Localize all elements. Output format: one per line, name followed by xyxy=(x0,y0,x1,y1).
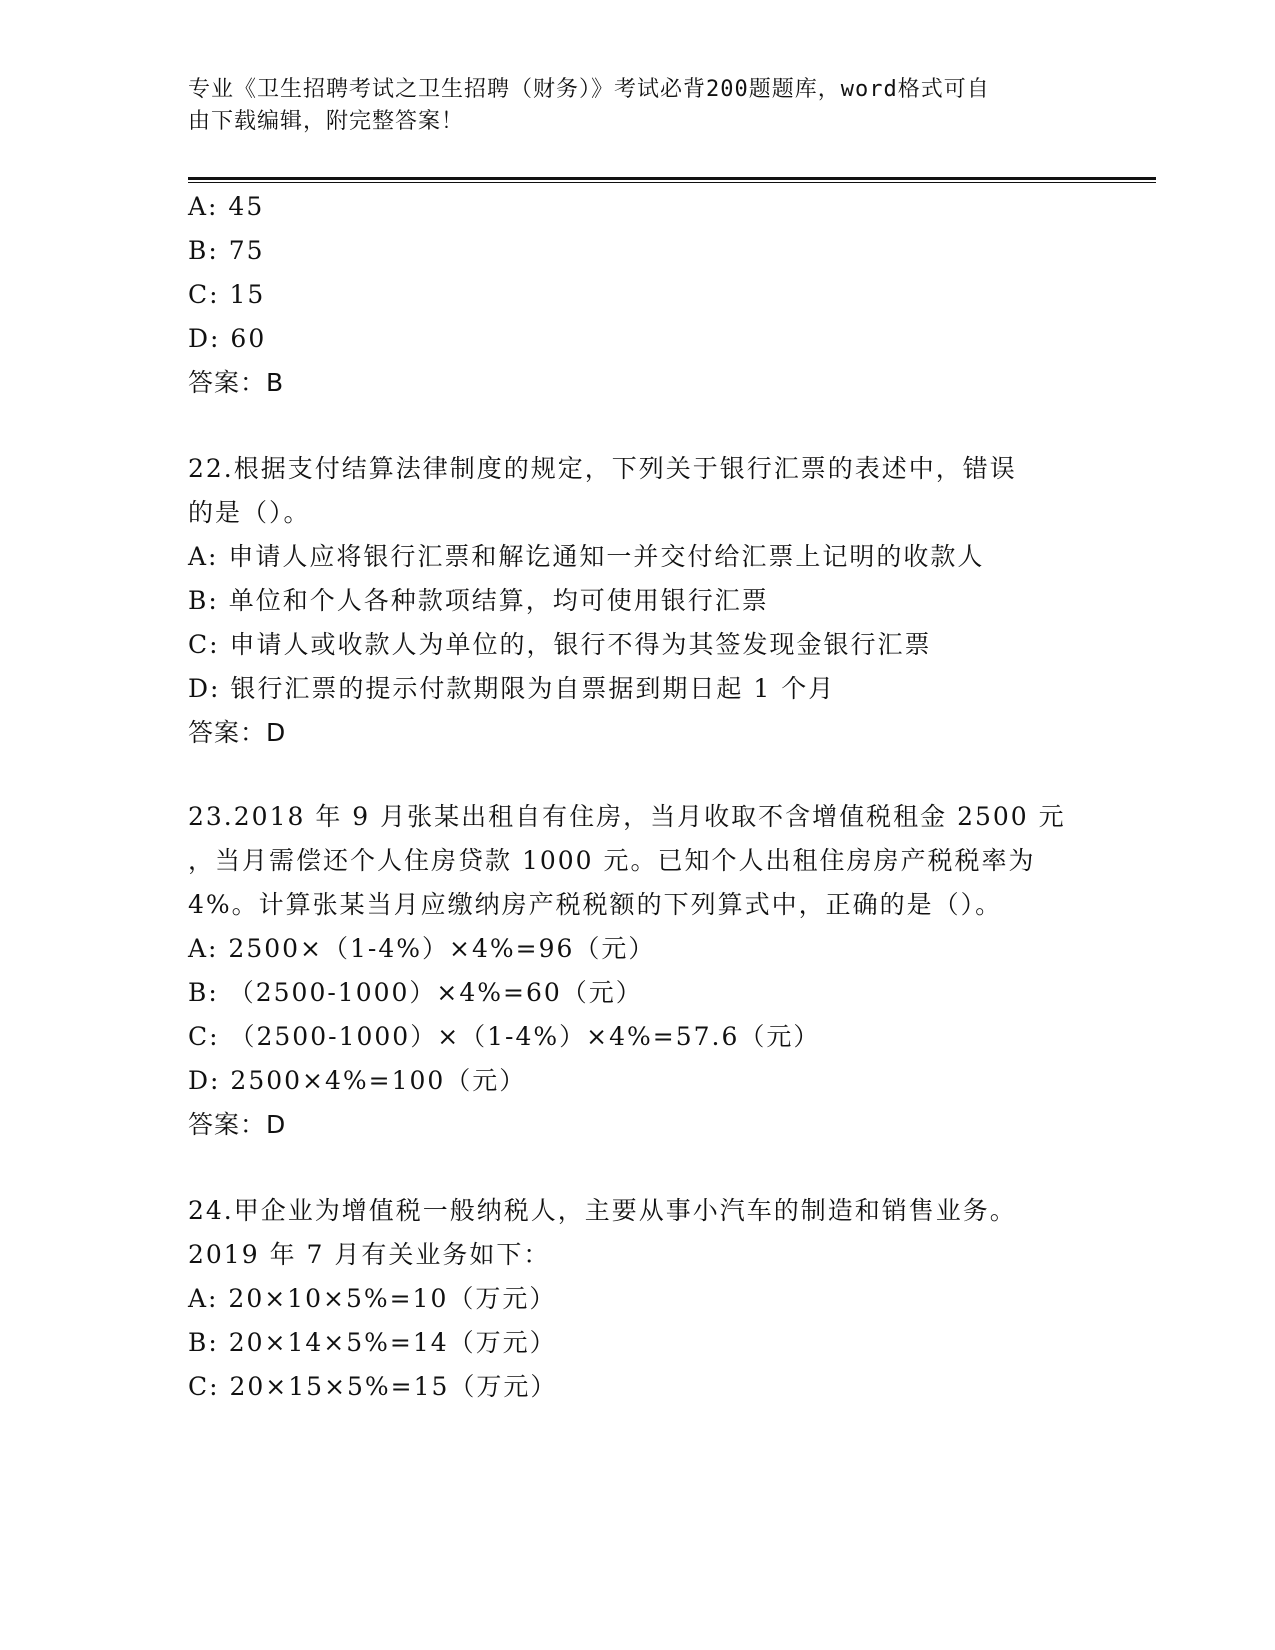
q21-option-b: B: 75 xyxy=(188,236,265,265)
header-line-1: 专业《卫生招聘考试之卫生招聘（财务）》考试必背200题题库，word格式可自 xyxy=(188,77,990,102)
q23-stem-line-1: 23.2018 年 9 月张某出租自有住房，当月收取不含增值税租金 2500 元 xyxy=(188,802,1066,831)
q24-option-a: A: 20×10×5%=10（万元） xyxy=(188,1284,557,1313)
q22-option-d: D: 银行汇票的提示付款期限为自票据到期日起 1 个月 xyxy=(188,674,836,703)
q23-option-a: A: 2500×（1-4%）×4%=96（元） xyxy=(188,934,656,963)
q21-option-a: A: 45 xyxy=(188,192,265,221)
q21-option-d: D: 60 xyxy=(188,324,267,353)
q23-answer: 答案：D xyxy=(188,1110,287,1139)
q21-answer: 答案：B xyxy=(188,368,285,397)
q22-option-c: C: 申请人或收款人为单位的，银行不得为其签发现金银行汇票 xyxy=(188,630,932,659)
q24-stem-line-2: 2019 年 7 月有关业务如下： xyxy=(188,1240,551,1269)
q23-option-d: D: 2500×4%=100（元） xyxy=(188,1066,527,1095)
q24-option-b: B: 20×14×5%=14（万元） xyxy=(188,1328,557,1357)
q22-option-b: B: 单位和个人各种款项结算，均可使用银行汇票 xyxy=(188,586,769,615)
document-header xyxy=(188,74,1088,138)
q22-answer: 答案：D xyxy=(188,718,287,747)
q23-stem-line-3: 4%。计算张某当月应缴纳房产税税额的下列算式中，正确的是（）。 xyxy=(188,890,1003,919)
header-rule-thick xyxy=(188,177,1156,180)
q22-stem-line-1: 22.根据支付结算法律制度的规定，下列关于银行汇票的表述中，错误 xyxy=(188,454,1017,483)
q23-option-c: C: （2500-1000）×（1-4%）×4%=57.6（元） xyxy=(188,1022,821,1051)
q22-stem-line-2: 的是（）。 xyxy=(188,498,311,527)
q23-option-b: B: （2500-1000）×4%=60（元） xyxy=(188,978,643,1007)
header-rule-thin xyxy=(188,182,1156,183)
q22-option-a: A: 申请人应将银行汇票和解讫通知一并交付给汇票上记明的收款人 xyxy=(188,542,985,571)
header-line-2: 由下载编辑，附完整答案！ xyxy=(188,109,465,134)
q23-stem-line-2: ，当月需偿还个人住房贷款 1000 元。已知个人出租住房房产税税率为 xyxy=(188,846,1036,875)
q24-stem-line-1: 24.甲企业为增值税一般纳税人，主要从事小汽车的制造和销售业务。 xyxy=(188,1196,1017,1225)
q24-option-c: C: 20×15×5%=15（万元） xyxy=(188,1372,558,1401)
q21-option-c: C: 15 xyxy=(188,280,266,309)
